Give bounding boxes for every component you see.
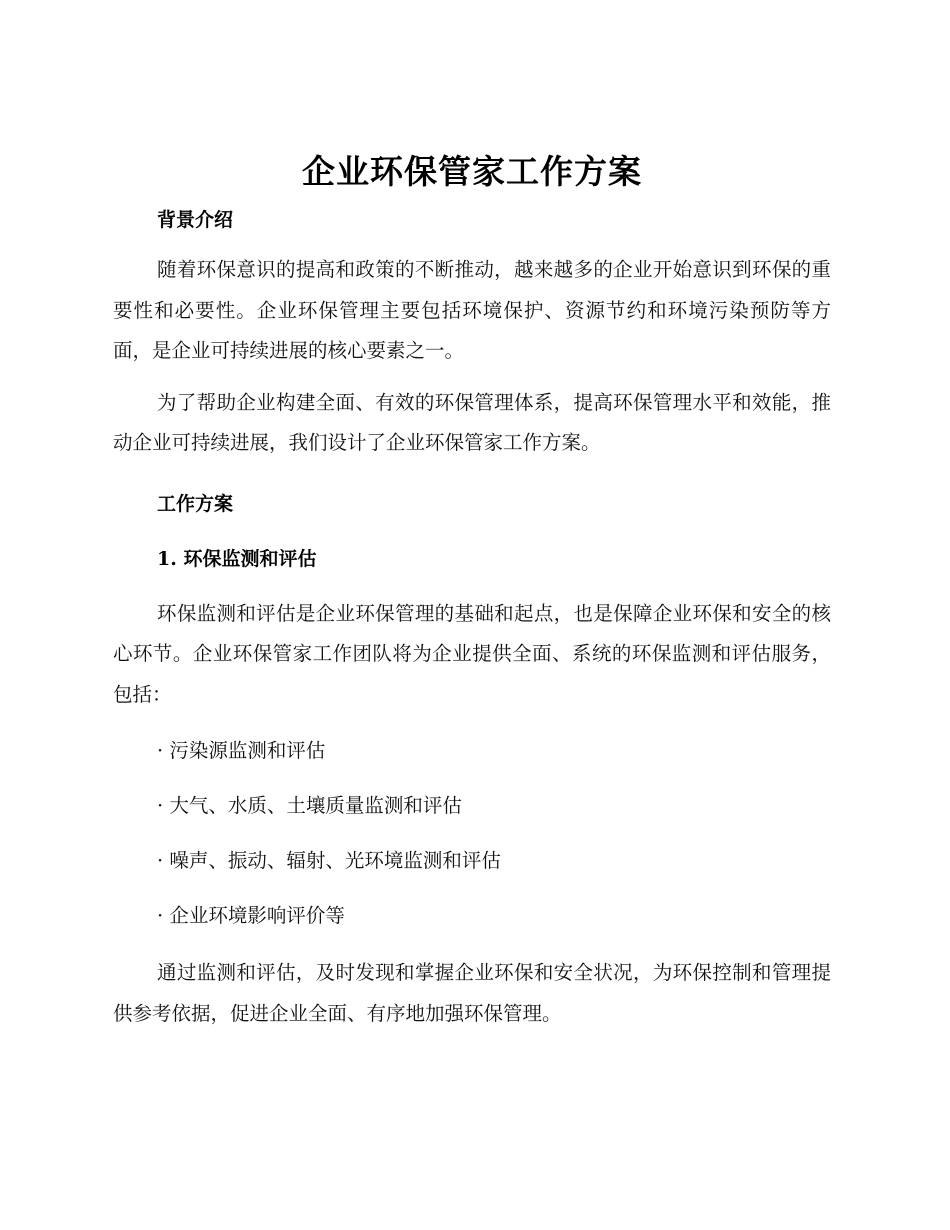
list-item: · 企业环境影响评价等 xyxy=(157,904,345,927)
document-title: 企业环保管家工作方案 xyxy=(302,152,642,191)
list-item: · 污染源监测和评估 xyxy=(157,739,326,762)
paragraph-background-1: 随着环保意识的提高和政策的不断推动，越来越多的企业开始意识到环保的重要性和必要性。企业环保管理主要包括环境保护、资源节约和环境污染预防等方面，是企业可持续进展的核心要素之一。 xyxy=(113,258,831,362)
document-page xyxy=(113,148,831,1034)
paragraph-background-2: 为了帮助企业构建全面、有效的环保管理体系，提高环保管理水平和效能，推动企业可持续进展，我们设计了企业环保管家工作方案。 xyxy=(113,390,831,454)
paragraph-monitoring-intro: 环保监测和评估是企业环保管理的基础和起点，也是保障企业环保和安全的核心环节。企业环保管家工作团队将为企业提供全面、系统的环保监测和评估服务，包括： xyxy=(113,601,831,706)
section-heading-background: 背景介绍 xyxy=(157,209,234,231)
section-heading-plan: 工作方案 xyxy=(157,492,234,515)
list-item: · 噪声、振动、辐射、光环境监测和评估 xyxy=(157,849,501,872)
list-item: · 大气、水质、土壤质量监测和评估 xyxy=(157,794,462,817)
subsection-heading-monitoring: 1. 环保监测和评估 xyxy=(157,547,317,570)
paragraph-monitoring-conclusion: 通过监测和评估，及时发现和掌握企业环保和安全状况，为环保控制和管理提供参考依据，促进企业全面、有序地加强环保管理。 xyxy=(113,961,831,1025)
bullet-list xyxy=(113,737,831,930)
